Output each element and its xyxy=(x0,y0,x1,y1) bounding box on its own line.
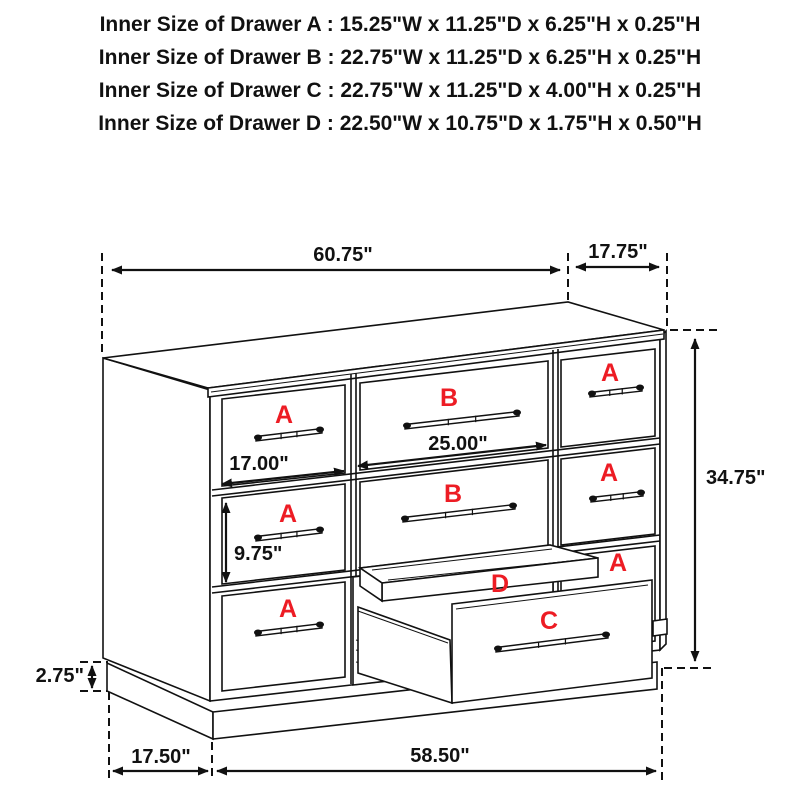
label-drawer-middle-middle: B xyxy=(443,480,463,508)
dim-middle-width: 25.00" xyxy=(428,433,488,455)
label-drawer-middle-top: B xyxy=(439,384,459,412)
left-side-panel xyxy=(103,358,210,701)
dim-base-height: 2.75" xyxy=(35,665,84,687)
label-drawer-left-middle: A xyxy=(278,500,298,528)
label-drawer-left-top: A xyxy=(274,401,294,429)
dim-left-height: 9.75" xyxy=(234,543,283,565)
inner-size-line-a: Inner Size of Drawer A : 15.25"W x 11.25"D x 6.25"H x 0.25"H xyxy=(99,13,701,36)
dim-left-width: 17.00" xyxy=(229,453,289,475)
inner-size-line-c: Inner Size of Drawer C : 22.75"W x 11.25"D x 4.00"H x 0.25"H xyxy=(98,79,702,102)
drawer-slide-bracket xyxy=(653,619,667,636)
label-drawer-right-bottom: A xyxy=(608,549,628,577)
inner-size-line-d: Inner Size of Drawer D : 22.50"W x 10.75"D x 1.75"H x 0.50"H xyxy=(98,112,702,135)
label-drawer-right-middle: A xyxy=(599,459,619,487)
label-drawer-right-top: A xyxy=(600,359,620,387)
dim-overall-height: 34.75" xyxy=(706,467,766,489)
inner-size-line-b: Inner Size of Drawer B : 22.75"W x 11.25"D x 6.25"H x 0.25"H xyxy=(98,46,702,69)
label-thin-drawer-d: D xyxy=(490,570,510,598)
dim-top-width: 60.75" xyxy=(313,244,373,266)
label-drawer-left-bottom: A xyxy=(278,595,298,623)
dim-base-width: 58.50" xyxy=(410,745,470,767)
dim-top-depth: 17.75" xyxy=(588,241,648,263)
dim-base-depth: 17.50" xyxy=(131,746,191,768)
right-side-sliver xyxy=(660,331,666,650)
label-pulled-drawer-c: C xyxy=(539,607,559,635)
